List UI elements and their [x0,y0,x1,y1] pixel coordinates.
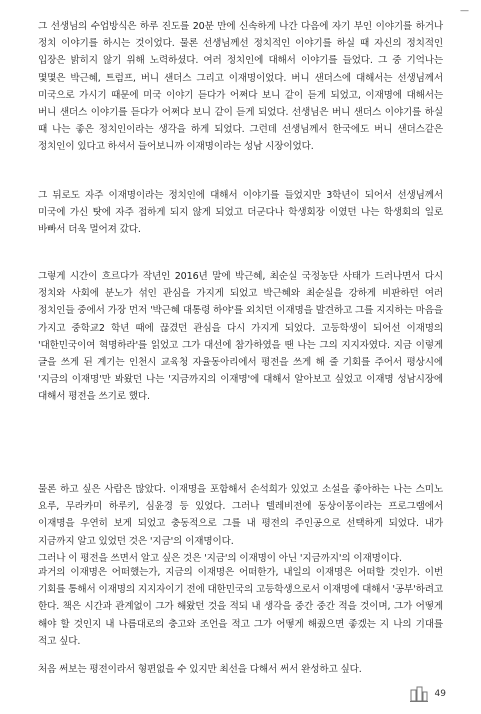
corner-mark: — [460,6,469,16]
page-number: 49 [434,689,446,699]
publisher-logo-icon [409,685,429,703]
paragraph-5: 과거의 이재명은 어떠했는가, 지금의 이재명은 어떠한가, 내일의 이재명은 어떠할 것인가. 이번 기회를 통해서 이재명의 지지자이기 전에 대한민국의 고등학생으로서 이재명에 대해서 '공부'하려고 한다. 책은 시간과 관계없이 그가 해왔던 것을 적되 내 생각을 중간 중간 적을 것이며, 그가 어떻게 해야 할 것인지 내 나름대로의 충고와 조언을 적고 그가 어떻게 해줬으면 좋겠는 지 나의 기대를 적고 싶다. [38,567,443,647]
paragraph-4: 물론 하고 싶은 사람은 많았다. 이재명을 포함해서 손석희가 있었고 소설을 좋아하는 나는 스미노 요루, 무라카미 하루키, 심윤경 등 있었다. 그러나 텔레비전에 동상이몽이라는 프로그램에서 이재명을 우연히 보게 되었고 충동적으로 그를 내 평전의 주인공으로 선택하게 되었다. 내가 지금까지 알고 있었던 것은 '지금'의 이재명이다. 그러나 이 평전을 쓰면서 알고 싶은 것은 '지금'의 이재명이 아닌 '지금까지'의 이재명이다. [38,484,443,564]
paragraph-2: 그 뒤로도 자주 이재명이라는 정치인에 대해서 이야기를 들었지만 3학년이 되어서 선생님께서 미국에 가신 탓에 자주 접하게 되지 않게 되었고 더군다나 학생회장 이였던 나는 학생회의 일로 바빠서 더욱 멀어져 갔다. [38,190,443,236]
paragraph-1: 그 선생님의 수업방식은 하루 진도를 20분 만에 신속하게 나간 다음에 자기 부인 이야기를 하거나 정치 이야기를 하시는 것이었다. 물론 선생님께선 정치적인 이야기를 하실 때 자신의 정치적인 입장은 밝히지 않기 위해 노력하셨다. 여러 정치인에 대해서 이야기를 들었다. 그 중 기억나는 몇몇은 박근혜, 트럼프, 버니 샌더스 그리고 이재명이었다. 버니 샌더스에 대해서는 선생님께서 미국으로 가시기 때문에 미국 이야기 듣다가 어쩌다 보니 같이 듣게 되었고, 이재명에 대해서는 버니 샌더스 이야기를 듣다가 어쩌다 보니 같이 듣게 되었다. 선생님은 버니 샌더스 이야기를 하실 때 나는 좋은 정치인이라는 생각을 하게 되었다. 그런데 선생님께서 한국에도 버니 샌더스같은 정치인이 있다고 하셔서 들어보니까 이재명이라는 성남 시장이었다. [38,21,443,153]
page-footer [409,685,446,703]
paragraph-6: 처음 써보는 평전이라서 형편없을 수 있지만 최선을 다해서 써서 완성하고 싶다. [38,664,362,675]
paragraph-3: 그렇게 시간이 흐르다가 작년인 2016년 말에 박근혜, 최순실 국정농단 사태가 드러나면서 다시 정치와 사회에 분노가 섞인 관심을 가지게 되었고 박근혜와 최순실을 강하게 비판하던 여러 정치인들 중에서 가장 먼저 '박근혜 대통령 하야'를 외치던 이재명을 발견하고 그를 지지하는 마음을 가지고 중학교2 학년 때에 끊겼던 관심을 다시 가지게 되었다. 고등학생이 되어선 이재명의 '대한민국이여 혁명하라'를 읽었고 그가 대선에 참가하였을 땐 나는 그의 지지자였다. 지금 이렇게 글을 쓰게 된 계기는 인천시 교육청 자율동아리에서 평전을 쓰게 해 줄 기회를 주어서 평상시에 '지금의 이재명'만 봐왔던 나는 '지금까지의 이재명'에 대해서 알아보고 싶었고 이재명 성남시장에 대해서 평전을 쓰기로 했다. [38,271,443,403]
